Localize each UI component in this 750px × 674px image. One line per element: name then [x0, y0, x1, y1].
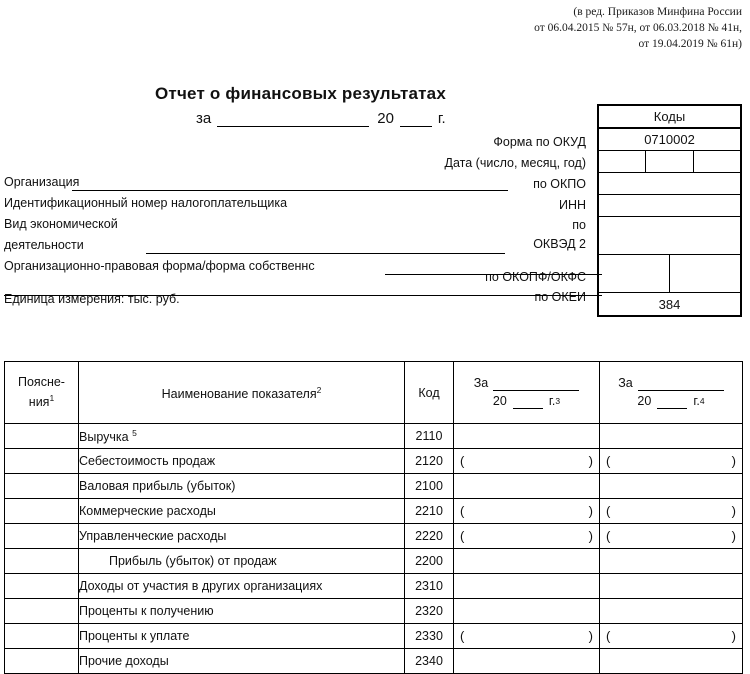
- header-period-2: [600, 362, 743, 424]
- cell-explanations[interactable]: [5, 549, 79, 574]
- table-row: [5, 499, 743, 524]
- cell-indicator-name: Выручка $^5$: [79, 424, 405, 449]
- cell-code: 2310: [405, 574, 454, 599]
- cell-indicator-name: Прочие доходы: [79, 649, 405, 674]
- table-row: [5, 624, 743, 649]
- header-period2-sup: 4: [699, 396, 705, 406]
- codes-box-title: Коды: [599, 106, 740, 129]
- cell-explanations[interactable]: [5, 599, 79, 624]
- table-row: [5, 424, 743, 449]
- cell-indicator-name: Проценты к уплате: [79, 624, 405, 649]
- header-explanations-line2: ния: [28, 395, 50, 410]
- header-code: Код: [405, 362, 454, 424]
- cell-code: 2320: [405, 599, 454, 624]
- codes-date-row: [599, 151, 740, 173]
- report-period-line: [196, 110, 446, 127]
- cell-value-period-2[interactable]: [600, 499, 743, 524]
- taxpayer-id-row: [0, 193, 750, 214]
- table-body: [5, 424, 743, 674]
- cell-value-period-1[interactable]: [454, 649, 600, 674]
- table-row: [5, 474, 743, 499]
- cell-value-period-2[interactable]: [600, 549, 743, 574]
- label-okopf-okfs: по ОКОПФ/ОКФС: [485, 270, 586, 284]
- year-prefix-label: 20: [377, 110, 394, 127]
- header-period2-za: За: [618, 376, 633, 390]
- activity-row-2: [0, 235, 750, 256]
- financial-results-table: [4, 361, 743, 674]
- cell-value-period-2[interactable]: [600, 649, 743, 674]
- period-blank-rule[interactable]: [217, 112, 369, 127]
- codes-okud-value: 0710002: [599, 129, 740, 151]
- label-okpo: по ОКПО: [533, 177, 586, 191]
- header-period2-g: г.: [693, 394, 700, 408]
- header-period2-year-rule[interactable]: [657, 397, 687, 409]
- cell-value-period-2[interactable]: [600, 474, 743, 499]
- cell-value-period-2[interactable]: [600, 424, 743, 449]
- organization-input-rule[interactable]: [72, 190, 508, 191]
- cell-code: 2330: [405, 624, 454, 649]
- header-indicator-sup: 2: [316, 385, 322, 396]
- cell-value-period-1[interactable]: [454, 449, 600, 474]
- organization-row: [0, 172, 750, 193]
- cell-value-period-2[interactable]: [600, 624, 743, 649]
- header-period2-rule[interactable]: [638, 379, 724, 391]
- codes-date-day-field[interactable]: [599, 151, 646, 172]
- header-period-1: [454, 362, 600, 424]
- cell-code: 2110: [405, 424, 454, 449]
- codes-okei-value: 384: [658, 296, 681, 312]
- cell-indicator-name: Проценты к получению: [79, 599, 405, 624]
- cell-value-period-1[interactable]: [454, 574, 600, 599]
- activity-label-line1: Вид экономической: [4, 217, 118, 231]
- cell-code: 2100: [405, 474, 454, 499]
- cell-indicator-name: Прибыль (убыток) от продаж: [79, 549, 405, 574]
- cell-value-period-2[interactable]: [600, 574, 743, 599]
- header-period2-year: 20: [637, 394, 652, 408]
- organization-label: Организация: [4, 175, 80, 189]
- legal-form-row: [0, 256, 750, 277]
- activity-label-line2: деятельности: [4, 238, 84, 252]
- cell-value-period-2[interactable]: [600, 599, 743, 624]
- legal-note-line-1: (в ред. Приказов Минфина России: [573, 6, 742, 18]
- table-row: [5, 524, 743, 549]
- cell-value-period-1[interactable]: [454, 524, 600, 549]
- cell-explanations[interactable]: [5, 624, 79, 649]
- period-prefix-label: за: [196, 110, 212, 127]
- header-period1-sup: 3: [555, 396, 561, 406]
- legal-form-input-rule[interactable]: [385, 274, 602, 275]
- cell-code: 2120: [405, 449, 454, 474]
- unit-of-measure-label: Единица измерения: тыс. руб.: [4, 292, 180, 306]
- header-explanations-sup: 1: [49, 393, 55, 404]
- label-po: по: [572, 218, 586, 232]
- cell-explanations[interactable]: [5, 574, 79, 599]
- header-explanations-line1: Поясне-: [18, 375, 65, 390]
- label-okved2: ОКВЭД 2: [533, 237, 586, 251]
- label-inn: ИНН: [558, 198, 586, 212]
- header-period1-year: 20: [492, 394, 507, 408]
- legal-note-line-3: от 19.04.2019 № 61н): [638, 38, 742, 50]
- year-suffix-label: г.: [437, 110, 446, 127]
- taxpayer-id-label: Идентификационный номер налогоплательщика: [4, 196, 288, 210]
- cell-value-period-1[interactable]: [454, 499, 600, 524]
- codes-date-year-field[interactable]: [694, 151, 740, 172]
- cell-indicator-name: Доходы от участия в других организациях: [79, 574, 405, 599]
- header-period1-rule[interactable]: [493, 379, 579, 391]
- cell-code: 2220: [405, 524, 454, 549]
- cell-value-period-1[interactable]: [454, 624, 600, 649]
- header-explanations: [5, 362, 79, 424]
- table-header-row: [5, 362, 743, 424]
- page-title: Отчет о финансовых результатах: [155, 84, 446, 103]
- legal-amendment-note: [322, 4, 742, 52]
- cell-explanations[interactable]: [5, 449, 79, 474]
- cell-code: 2210: [405, 499, 454, 524]
- table-row: [5, 574, 743, 599]
- organization-block: [0, 172, 750, 298]
- cell-explanations[interactable]: [5, 524, 79, 549]
- cell-indicator-name: Валовая прибыль (убыток): [79, 474, 405, 499]
- legal-form-label: Организационно-правовая форма/форма собственнс: [4, 259, 315, 273]
- year-blank-rule[interactable]: [400, 112, 432, 127]
- activity-row-1: [0, 214, 750, 235]
- cell-value-period-2[interactable]: [600, 524, 743, 549]
- codes-date-month-field[interactable]: [646, 151, 693, 172]
- cell-indicator-name: Себестоимость продаж: [79, 449, 405, 474]
- legal-note-line-2: от 06.04.2015 № 57н, от 06.03.2018 № 41н,: [534, 22, 742, 34]
- cell-value-period-1[interactable]: [454, 549, 600, 574]
- cell-explanations[interactable]: [5, 424, 79, 449]
- cell-code: 2340: [405, 649, 454, 674]
- header-period1-za: За: [473, 376, 489, 390]
- cell-explanations[interactable]: [5, 649, 79, 674]
- cell-indicator-name: Управленческие расходы: [79, 524, 405, 549]
- cell-code: 2200: [405, 549, 454, 574]
- header-indicator-name: [79, 362, 405, 424]
- label-date: Дата (число, месяц, год): [444, 156, 586, 170]
- label-okei: по ОКЕИ: [534, 290, 586, 304]
- table-row: [5, 449, 743, 474]
- header-period1-g: г.: [548, 394, 556, 408]
- cell-indicator-sup: 5: [132, 427, 137, 438]
- cell-value-period-1[interactable]: [454, 474, 600, 499]
- table-row: [5, 549, 743, 574]
- cell-indicator-name: Коммерческие расходы: [79, 499, 405, 524]
- header-indicator-name-text: Наименование показателя: [161, 387, 317, 402]
- activity-input-rule[interactable]: [146, 253, 505, 254]
- cell-explanations[interactable]: [5, 474, 79, 499]
- header-period1-year-rule[interactable]: [513, 397, 543, 409]
- table-row: [5, 599, 743, 624]
- table-row: [5, 649, 743, 674]
- cell-value-period-1[interactable]: [454, 599, 600, 624]
- cell-value-period-1[interactable]: [454, 424, 600, 449]
- cell-value-period-2[interactable]: [600, 449, 743, 474]
- label-forma-okud: Форма по ОКУД: [493, 135, 586, 149]
- cell-explanations[interactable]: [5, 499, 79, 524]
